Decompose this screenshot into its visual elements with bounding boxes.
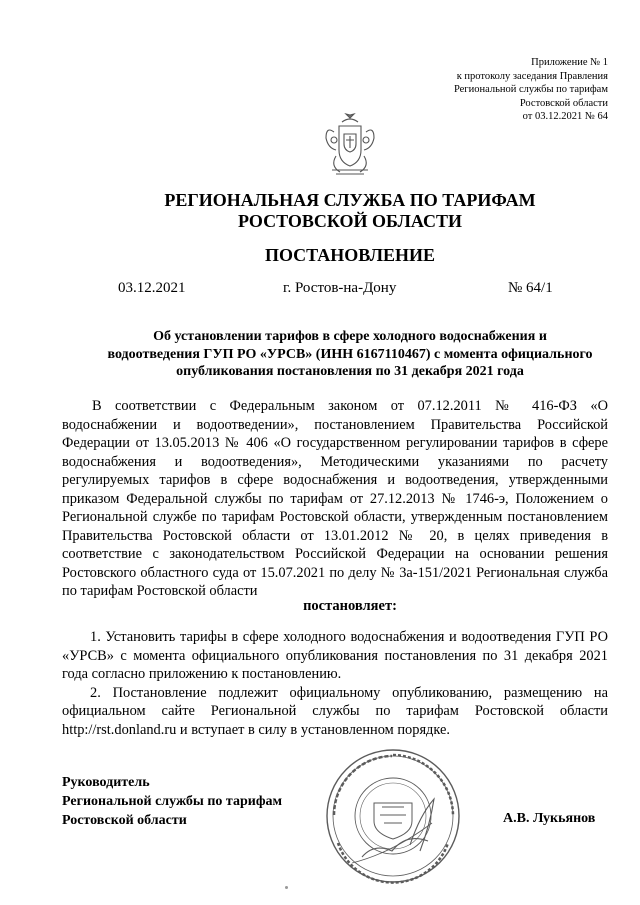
position-line: Региональной службы по тарифам bbox=[62, 794, 283, 809]
position-line: Руководитель bbox=[62, 775, 150, 790]
appendix-line: от 03.12.2021 № 64 bbox=[522, 111, 608, 122]
document-city: г. Ростов-на-Дону bbox=[283, 280, 397, 296]
signatory-position bbox=[62, 773, 282, 830]
document-number: № 64/1 bbox=[508, 280, 553, 296]
document-date: 03.12.2021 bbox=[118, 280, 186, 296]
position-line: Ростовской области bbox=[62, 813, 187, 828]
document-type: ПОСТАНОВЛЕНИЕ bbox=[264, 245, 436, 265]
resolves-heading: постановляет: bbox=[303, 598, 397, 614]
official-seal-icon bbox=[322, 745, 464, 887]
subject-line: водоотведения ГУП РО «УРСВ» (ИНН 6167110467) с момента официального bbox=[107, 346, 593, 362]
subject-line: Об установлении тарифов в сфере холодного водоснабжения и bbox=[153, 329, 547, 344]
page-mark bbox=[285, 886, 288, 889]
org-line: РОСТОВСКОЙ ОБЛАСТИ bbox=[238, 211, 462, 231]
organization-name bbox=[0, 190, 640, 232]
appendix-note bbox=[454, 56, 608, 124]
resolution-item: 1. Установить тарифы в сфере холодного водоснабжения и водоотведения ГУП РО «УРСВ» с момента официального опубликования постановления по 31 декабря 2021 года согласно приложению к постановлению. bbox=[62, 629, 608, 682]
appendix-line: Ростовской области bbox=[519, 97, 608, 109]
resolution-item: 2. Постановление подлежит официальному опубликованию, размещению на официальном сайте Региональной службы по тарифам Ростовской области http://rst.donland.ru и вступает в силу в установленном порядке. bbox=[62, 684, 608, 738]
appendix-line: Региональной службы по тарифам bbox=[453, 84, 608, 95]
resolution-items bbox=[62, 628, 608, 739]
org-line: РЕГИОНАЛЬНАЯ СЛУЖБА ПО ТАРИФАМ bbox=[164, 190, 536, 210]
preamble-paragraph: В соответствии с Федеральным законом от 07.12.2011 № 416-ФЗ «О водоснабжении и водоотведении», постановлением Правительства Российской Федерации от 13.05.2013 № 406 «О государственном регулировании тарифов в сфере водоснабжения и водоотведения», Методическими указаниями по расчету регулируемых тарифов в сфере водоснабжения и водоотведения, утвержденными приказом Федеральной службы по тарифам от 27.12.2013 № 1746-э, Положением о Региональной службе по тарифам Ростовской области, утвержденным постановлением Правительства Ростовской области от 13.01.2012 № 20, в целях приведения в соответствие с законодательством Российской Федерации на основании решения Ростовского областного суда от 15.07.2021 по делу № 3а-151/2021 Региональная служба по тарифам Ростовской области bbox=[62, 398, 608, 599]
subject-line: опубликования постановления по 31 декабря 2021 года bbox=[176, 364, 524, 379]
appendix-line: Приложение № 1 bbox=[531, 57, 608, 68]
coat-of-arms-icon bbox=[322, 112, 378, 178]
appendix-line: к протоколу заседания Правления bbox=[456, 70, 608, 82]
document-subject bbox=[62, 328, 638, 381]
signer-name: А.В. Лукьянов bbox=[503, 811, 596, 826]
